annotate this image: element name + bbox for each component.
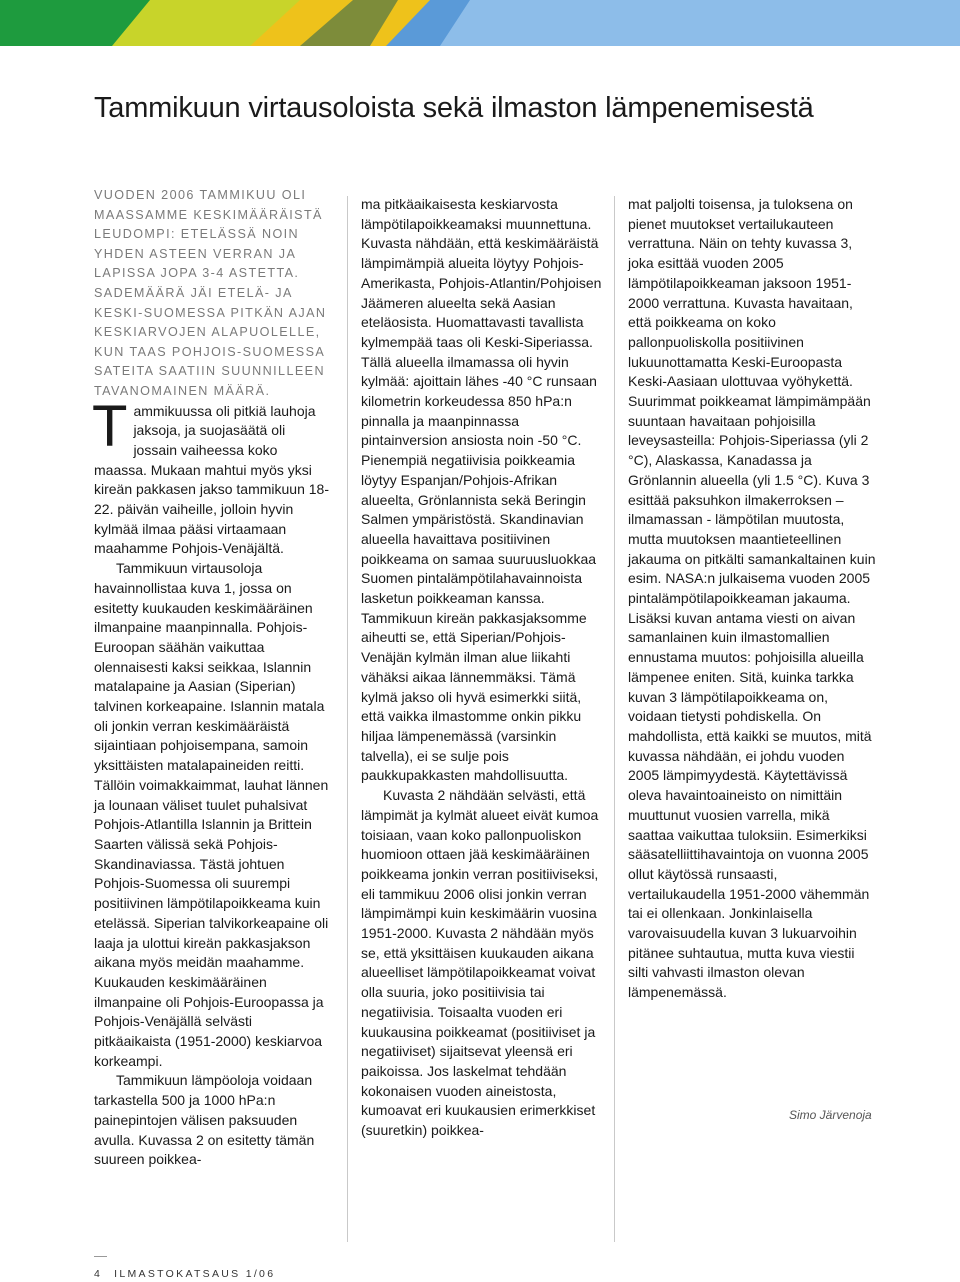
page-footer <box>94 1268 275 1280</box>
body-paragraph-6: mat paljolti toisensa, ja tuloksena on pienet muutokset vertailukauteen verrattuna. Näin on tehty kuvassa 3, joka esittää vuoden 2005 lämpötilapoikkeaman jaksoon 1951-2000 verrattuna. Kuvasta havaitaan, että poikkeama on koko pallonpuoliskolla positiivinen lukuunottamatta Keski-Euroopasta Keski-Aasiaan ulottuvaa vyöhykettä. Suurimmat poikkeamat lämpimämpään suuntaan havaitaan pohjoisilla leveysasteilla: Pohjois-Siperiassa (yli 2 °C), Alaskassa, Kanadassa ja Grönlannin alueella (yli 1.5 °C). Kuva 3 esittää paksuhkon ilmakerroksen – ilmamassan - lämpötilan muutosta, mutta muutoksen maantieteellinen jakauma on pitkälti samankaltainen kuin esim. NASA:n julkaisema vuoden 2005 pintalämpötilapoikkeaman jakauma. Lisäksi kuvan antama viesti on aivan samanlainen kuin ilmastomallien ennustama muutos: pohjoisilla alueilla lämpenee eniten. Sitä, kuinka tarkka kuvan 3 lämpötilapoikkeama on, voidaan tietysti pohdiskella. On mahdollista, että kaikki se muutos, mitä kuvassa nähdään, ei johdu vuoden 2005 lämpimyydestä. Käytettävissä oleva havaintoaineisto on nimittäin muuttunut vuosien varrella, mikä saattaa vaikuttaa tuloksiin. Esimerkiksi sääsatelliittihavaintoja on vuonna 2005 ollut käytössä runsaasti, vertailukaudella 1951-2000 vähemmän tai ei ollenkaan. Jonkinlaisella varovaisuudella kuvan 3 lukuarvoihin pitänee suhtautua, mutta kuva viestii silti vahvasti ilmaston olevan lämpenemässä. <box>628 196 876 1001</box>
drop-cap: T <box>92 393 128 459</box>
text-column-2 <box>361 195 607 1141</box>
body-paragraph-5: Kuvasta 2 nähdään selvästi, että lämpimät ja kylmät alueet eivät kumoa toisiaan, vaan koko pallonpuoliskon huomioon ottaen jää keskimääräinen poikkeama jonkin verran positiiviseksi, eli tammikuu 2006 olisi jonkin verran lämpimämpi kuin keskimäärin vuosina 1951-2000. Kuvasta 2 nähdään myös se, että yksittäisen kuukauden aikana alueelliset lämpötilapoikkeamat voivat olla suuria, joko positiivisia tai negatiivisia. Toisaalta vuoden eri kuukausina poikkeamat (positiiviset ja negatiiviset) sijaitsevat yleensä eri paikoissa. Jos laskelmat tehdään kokonaisen vuoden aineistosta, kumoavat eri kuukausien erimerkkiset (suuretkin) poikkea- <box>361 787 599 1139</box>
column-divider-1 <box>347 196 348 1242</box>
page-number: 4 <box>94 1268 103 1280</box>
article-title: Tammikuun virtausoloista sekä ilmaston lämpenemisestä <box>94 92 814 124</box>
color-banner <box>0 0 960 46</box>
author-signature: Simo Järvenoja <box>789 1108 872 1122</box>
lead-paragraph: VUODEN 2006 TAMMIKUU OLI MAASSAMME KESKIMÄÄRÄISTÄ LEUDOMPI: ETELÄSSÄ NOIN YHDEN ASTEEN VERRAN JA LAPISSA JOPA 3-4 ASTETTA. SADEMÄÄRÄ JÄI ETELÄ- JA KESKI-SUOMESSA PITKÄN AJAN KESKIARVOJEN ALAPUOLELLE, KUN TAAS POHJOIS-SUOMESSA SATEITA SAATIIN SUUNNILLEEN TAVANOMAINEN MÄÄRÄ. <box>94 188 327 398</box>
body-paragraph-2: Tammikuun virtausoloja havainnollistaa kuva 1, jossa on esitetty kuukauden keskimääräinen ilmanpaine maanpinnalla. Pohjois-Euroopan säähän vaikuttaa olennaisesti kaksi seikkaa, Islannin matalapaine ja Aasian (Siperian) talvinen korkeapaine. Islannin matala oli jonkin verran keskimääräistä sijaintiaan pohjoisempana, samoin yksittäisten matalapaineiden reitti. Tällöin voimakkaimmat, lauhat lännen ja lounaan väliset tuulet puhalsivat Pohjois-Atlantilla Islannin ja Brittein Saarten välissä sekä Pohjois-Skandinaviassa. Tästä johtuen Pohjois-Suomessa oli suurempi positiivinen lämpötilapoikkeama kuin etelässä. Siperian talvikorkeapaine oli laaja ja ulottui kireän pakkasjakson aikana myös meidän maahamme. Kuukauden keskimääräinen ilmanpaine oli Pohjois-Euroopassa ja Pohjois-Venäjällä selvästi pitkäaikaista (1951-2000) keskiarvoa korkeampi. <box>94 560 329 1069</box>
body-paragraph-1-text: ammikuussa oli pitkiä lauhoja jaksoja, ja suojasäätä oli jossain vaiheessa koko maassa. Mukaan mahtui myös yksi kireän pakkasen jakso tammikuun 18-22. päivän vaiheille, jolloin hyvin kylmää ilmaa pääsi virtaamaan maahamme Pohjois-Venäjältä. <box>94 402 330 557</box>
banner-segment-lightblue <box>440 0 960 46</box>
text-column-3 <box>628 195 876 1003</box>
column-divider-2 <box>614 196 615 1242</box>
publication-name: ILMASTOKATSAUS 1/06 <box>114 1268 276 1280</box>
footer-rule <box>94 1256 107 1257</box>
body-paragraph-1 <box>92 393 330 560</box>
body-paragraph-4: ma pitkäaikaisesta keskiarvosta lämpötilapoikkeamaksi muunnettuna. Kuvasta nähdään, että keskimääräistä lämpimämpiä alueita löytyy Pohjois-Amerikasta, Pohjois-Atlantin/Pohjoisen Jäämeren alueelta sekä Aasian eteläosista. Huomattavasti tavallista kylmempää taas oli Keski-Siperiassa. Tällä alueella ilmamassa oli hyvin kylmää: ajoittain lähes -40 °C runsaan kilometrin korkeudessa 850 hPa:n pinnalla ja maanpinnassa pintainversion ansiosta noin -50 °C. Pienempiä negatiivisia poikkeamia löytyy Espanjan/Pohjois-Afrikan alueelta, Grönlannista sekä Beringin Salmen ympäristöstä. Skandinavian alueella havaittava positiivinen poikkeama on samaa suuruusluokkaa Suomen pintalämpötilahavainnoista lasketun poikkeaman kanssa. Tammikuun kireän pakkasjaksomme aiheutti se, että Siperian/Pohjois-Venäjän kylmän ilman alue liikahti vähäksi aikaa lännemmäksi. Tämä kylmä jakso oli hyvä esimerkki siitä, että vaikka ilmastomme onkin pikku hiljaa lämpenemässä (varsinkin talvella), ei se sulje pois paukkupakkasten mahdollisuutta. <box>361 196 602 784</box>
text-column-1 <box>94 186 330 1170</box>
body-paragraph-3: Tammikuun lämpöoloja voidaan tarkastella 500 ja 1000 hPa:n painepintojen välisen paksuuden avulla. Kuvassa 2 on esitetty tämän suureen poikkea- <box>94 1072 315 1168</box>
